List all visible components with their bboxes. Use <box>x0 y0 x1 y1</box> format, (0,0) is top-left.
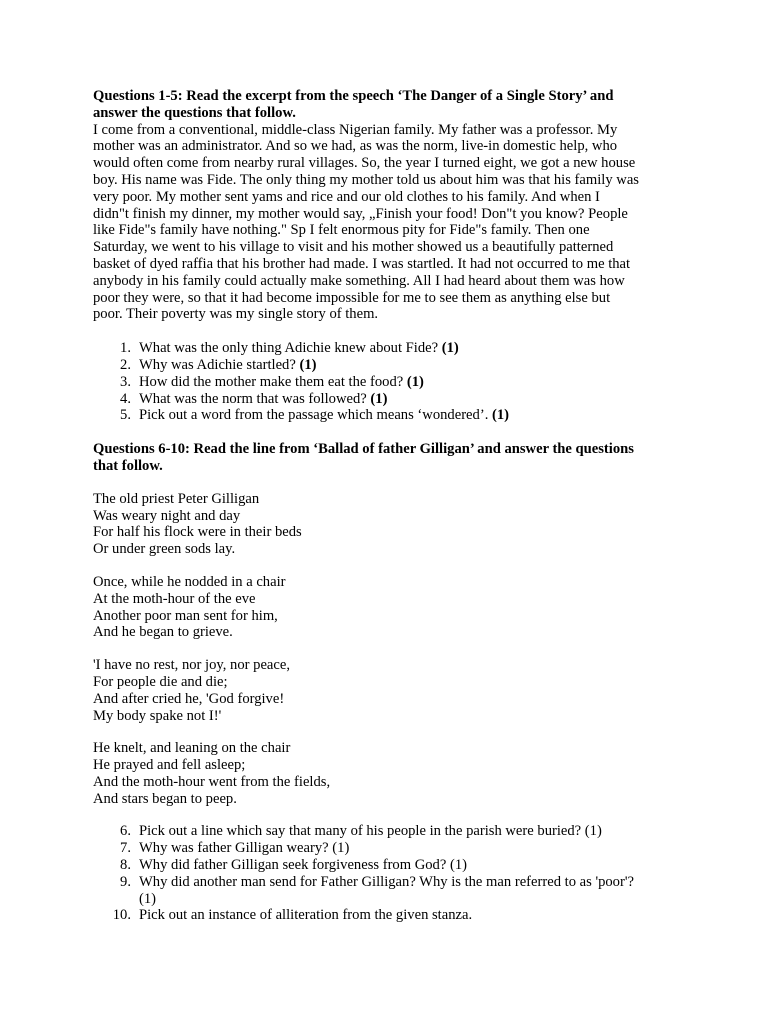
question-number: 7. <box>120 840 131 857</box>
question-item <box>93 357 683 374</box>
question-number: 6. <box>120 823 131 840</box>
poem-line: For people die and die; <box>93 673 228 690</box>
section2-heading <box>93 441 683 475</box>
question-mark: (1) <box>492 407 510 424</box>
document-page <box>93 88 683 924</box>
excerpt-line: Saturday, we went to his village to visit and his mother showed us a beautifully patterned <box>93 239 614 256</box>
excerpt-line: I come from a conventional, middle-class Nigerian family. My father was a professor. My <box>93 121 618 138</box>
question-text: Pick out an instance of alliteration from the given stanza. <box>139 907 473 924</box>
heading-line: that follow. <box>93 457 163 474</box>
poem-line: Once, while he nodded in a chair <box>93 573 286 590</box>
section1-heading <box>93 88 683 122</box>
poem-line: Another poor man sent for him, <box>93 607 278 624</box>
question-text: How did the mother make them eat the food? <box>139 373 404 390</box>
speech-excerpt <box>93 122 683 324</box>
excerpt-line: would often come from nearby rural villages. So, the year I turned eight, we got a new house <box>93 155 636 172</box>
question-mark: (1) <box>370 390 388 407</box>
heading-line: answer the questions that follow. <box>93 104 296 121</box>
excerpt-line: poor they were, so that it had become impossible for me to see them as anything else but <box>93 289 611 306</box>
question-item <box>93 374 683 391</box>
poem-stanza <box>93 657 683 724</box>
question-text: Pick out a line which say that many of his people in the parish were buried? (1) <box>139 823 602 840</box>
question-number: 8. <box>120 857 131 874</box>
poem-line: And stars began to peep. <box>93 790 237 807</box>
excerpt-line: like Fide"s family have nothing." Sp I felt enormous pity for Fide"s family. Then one <box>93 222 590 239</box>
question-item <box>93 907 683 924</box>
poem-stanza <box>93 491 683 558</box>
question-number: 9. <box>120 873 131 890</box>
excerpt-line: very poor. My mother sent yams and rice and our old clothes to his family. And when I <box>93 188 600 205</box>
question-number: 4. <box>120 390 131 407</box>
question-text: Pick out a word from the passage which means ‘wondered’. <box>139 407 489 424</box>
questions-1-5-list <box>93 340 683 424</box>
question-item <box>93 407 683 424</box>
question-text: Why was Adichie startled? <box>139 356 296 373</box>
poem-line: Was weary night and day <box>93 507 241 524</box>
question-text: Why did another man send for Father Gilligan? Why is the man referred to as 'poor'? <box>139 873 634 890</box>
poem-line: For half his flock were in their beds <box>93 524 302 541</box>
question-mark: (1) <box>406 373 424 390</box>
poem-line: And after cried he, 'God forgive! <box>93 690 285 707</box>
question-mark: (1) <box>441 340 459 357</box>
poem-stanza <box>93 574 683 641</box>
poem-stanza <box>93 740 683 807</box>
question-text: What was the only thing Adichie knew about Fide? <box>139 340 439 357</box>
poem-line: My body spake not I!' <box>93 707 222 724</box>
heading-line: Questions 1-5: Read the excerpt from the speech ‘The Danger of a Single Story’ and <box>93 88 614 104</box>
excerpt-line: mother was an administrator. And so we had, as was the norm, live-in domestic help, who <box>93 138 618 155</box>
heading-line: Questions 6-10: Read the line from ‘Ballad of father Gilligan’ and answer the questions <box>93 441 634 458</box>
poem-line: He prayed and fell asleep; <box>93 757 246 774</box>
question-number: 10. <box>112 907 131 924</box>
question-item <box>93 391 683 408</box>
question-number: 5. <box>120 407 131 424</box>
question-number: 1. <box>120 340 131 357</box>
excerpt-line: didn"t finish my dinner, my mother would say, „Finish your food! Don"t you know? People <box>93 205 628 222</box>
poem-line: The old priest Peter Gilligan <box>93 490 260 507</box>
poem-line: Or under green sods lay. <box>93 541 236 558</box>
poem-line: He knelt, and leaning on the chair <box>93 740 291 757</box>
excerpt-line: basket of dyed raffia that his brother had made. I was startled. It had not occurred to me that <box>93 255 631 272</box>
question-text-continued: (1) <box>139 890 157 907</box>
excerpt-line: boy. His name was Fide. The only thing my mother told us about him was that his family was <box>93 171 639 188</box>
poem-line: And the moth-hour went from the fields, <box>93 773 331 790</box>
poem-line: 'I have no rest, nor joy, nor peace, <box>93 657 291 674</box>
question-item <box>93 823 683 840</box>
question-item <box>93 840 683 857</box>
question-text: What was the norm that was followed? <box>139 390 367 407</box>
question-item <box>93 874 683 908</box>
question-item <box>93 857 683 874</box>
question-text: Why was father Gilligan weary? (1) <box>139 840 350 857</box>
question-mark: (1) <box>299 356 317 373</box>
poem-line: At the moth-hour of the eve <box>93 590 256 607</box>
poem-line: And he began to grieve. <box>93 624 233 641</box>
question-number: 2. <box>120 356 131 373</box>
questions-6-10-list <box>93 823 683 924</box>
question-item <box>93 340 683 357</box>
excerpt-line: poor. Their poverty was my single story of them. <box>93 306 379 323</box>
question-text: Why did father Gilligan seek forgiveness from God? (1) <box>139 857 467 874</box>
excerpt-line: anybody in his family could actually make something. All I had heard about them was how <box>93 272 625 289</box>
question-number: 3. <box>120 373 131 390</box>
